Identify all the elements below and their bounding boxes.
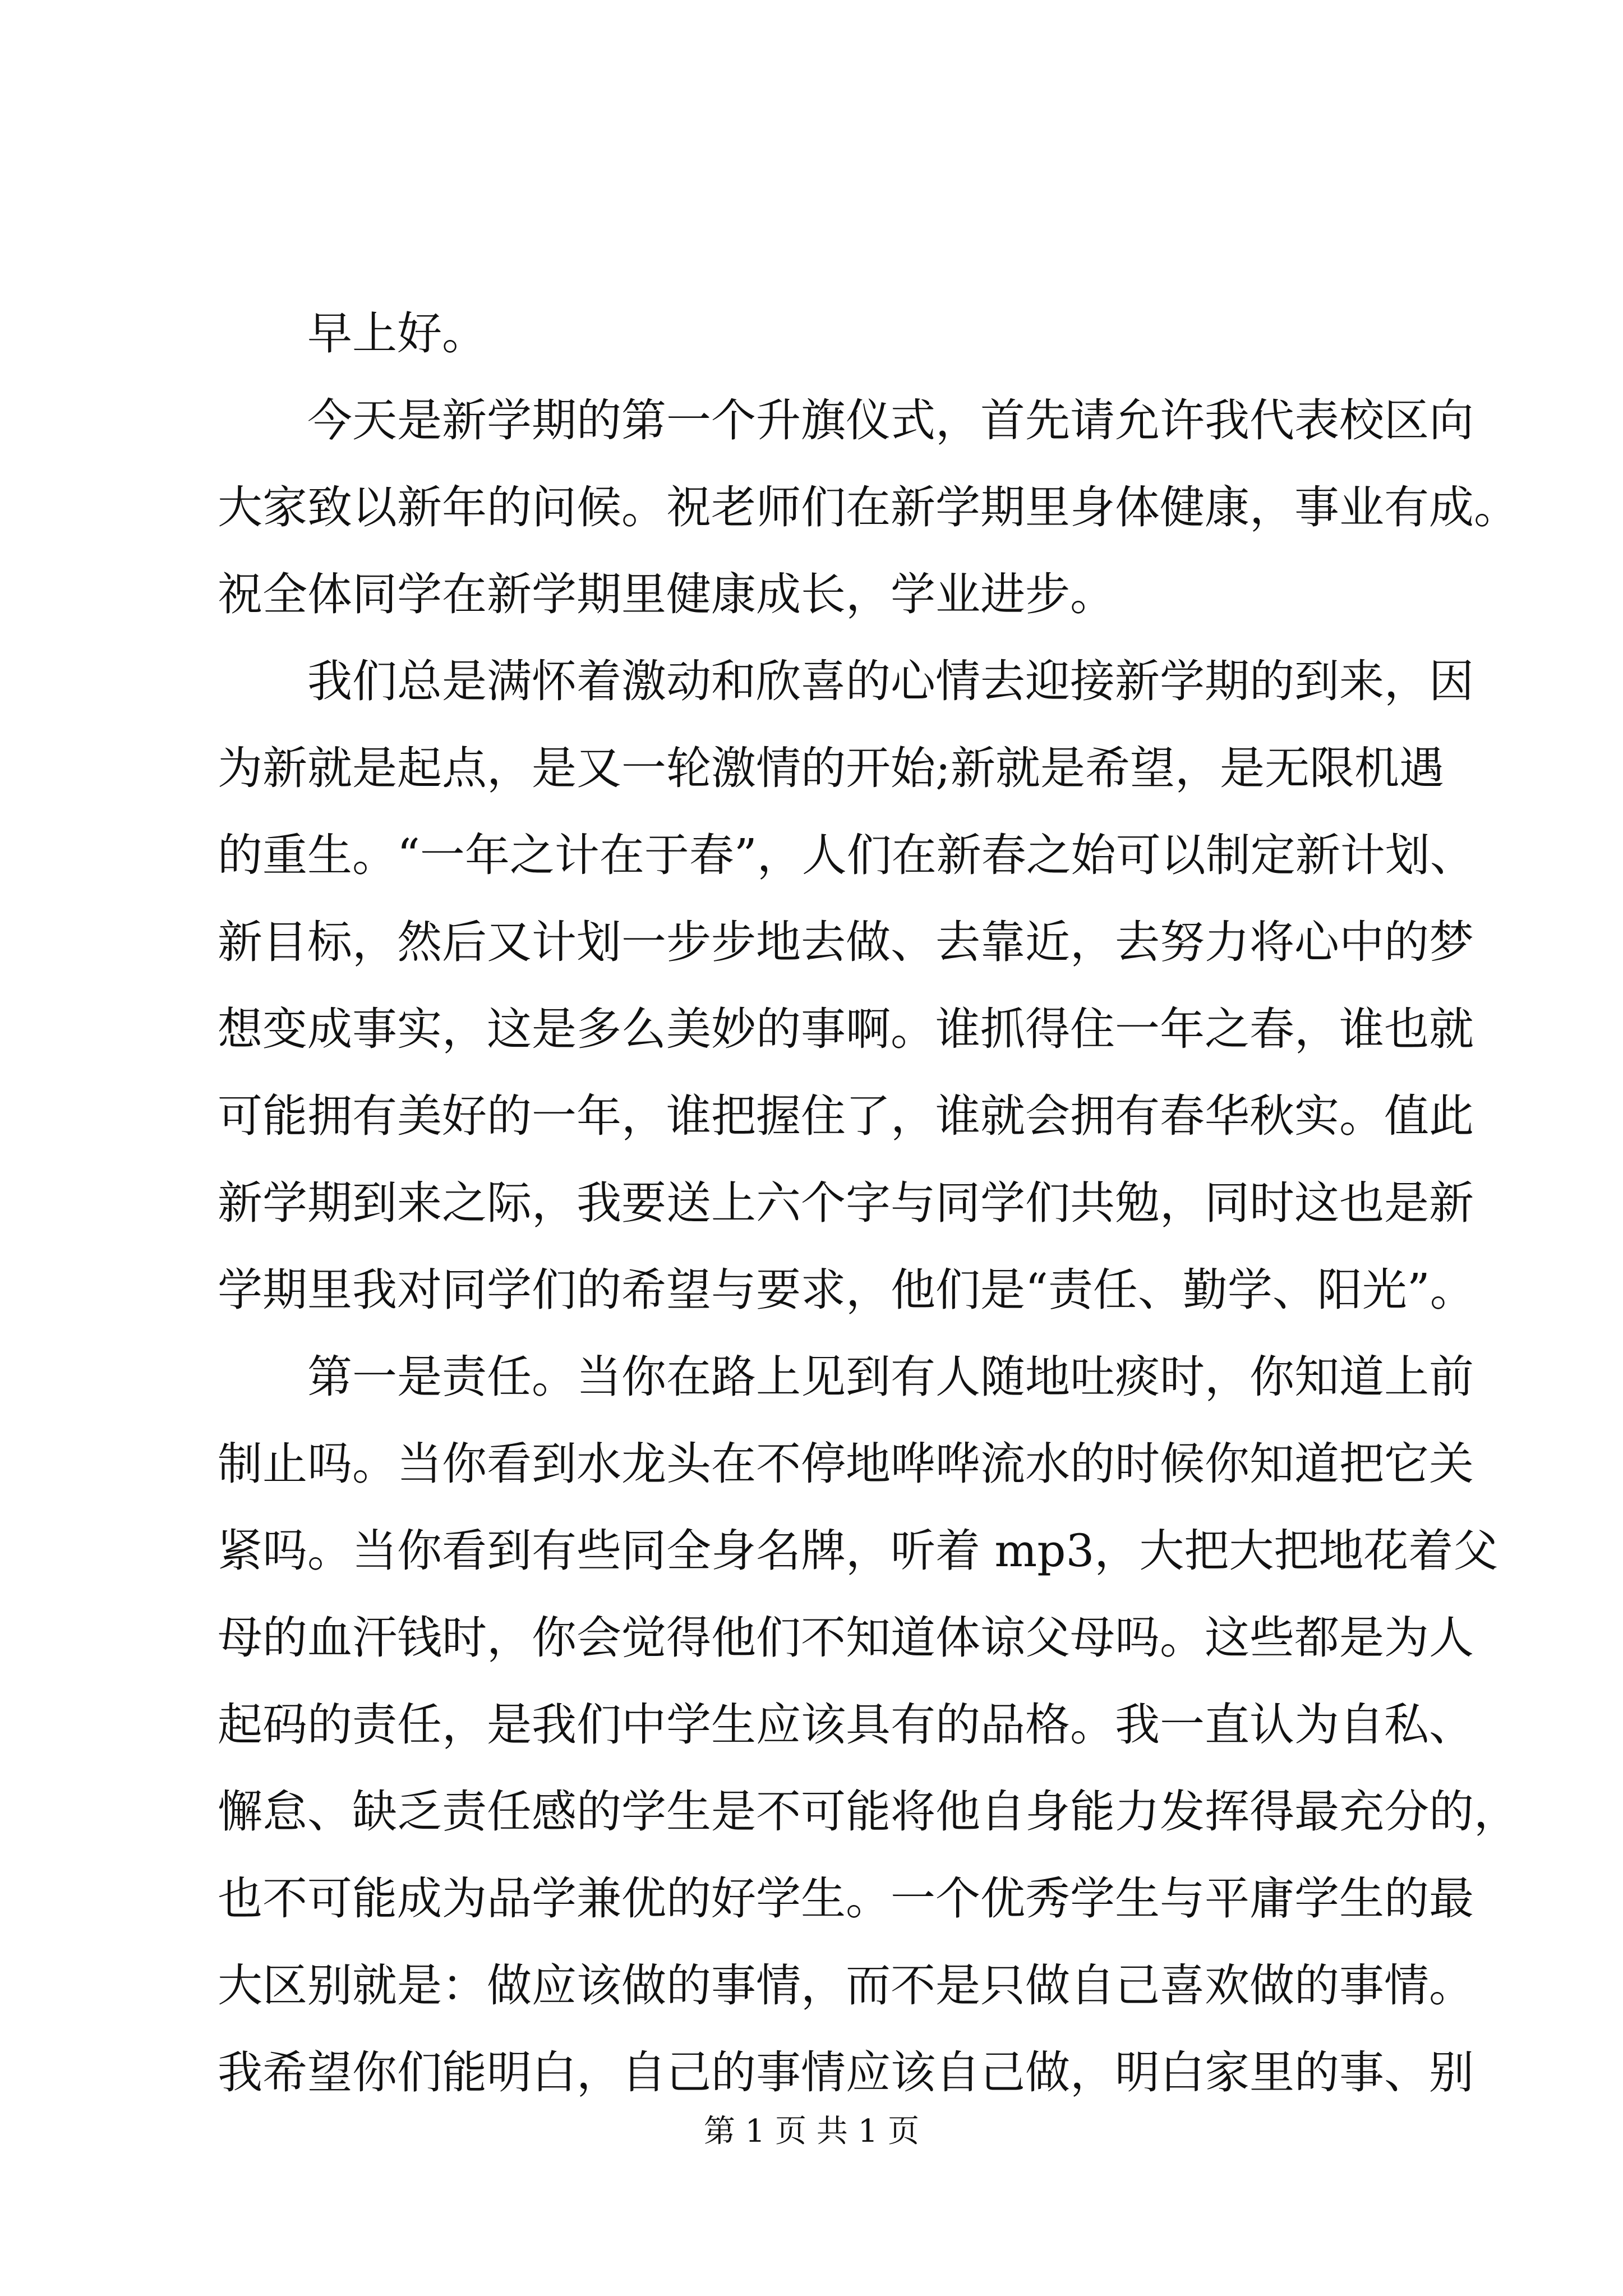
paragraph-2-line-2: 为新就是起点，是又一轮激情的开始;新就是希望，是无限机遇 <box>218 742 1444 794</box>
paragraph-2-line-6: 可能拥有美好的一年，谁把握住了，谁就会拥有春华秋实。值此 <box>218 1090 1474 1142</box>
paragraph-3-line-8: 大区别就是：做应该做的事情，而不是只做自己喜欢做的事情。 <box>218 1959 1474 2012</box>
page-footer: 第 1 页 共 1 页 <box>703 2113 920 2150</box>
paragraph-1-line-3: 祝全体同学在新学期里健康成长，学业进步。 <box>218 568 1115 620</box>
paragraph-3-line-6: 懈怠、缺乏责任感的学生是不可能将他自身能力发挥得最充分的， <box>218 1786 1519 1838</box>
paragraph-3-line-3: 紧吗。当你看到有些同全身名牌，听着 mp3，大把大把地花着父 <box>218 1525 1498 1577</box>
paragraph-3-line-7: 也不可能成为品学兼优的好学生。一个优秀学生与平庸学生的最 <box>218 1872 1474 1925</box>
paragraph-3-line-9: 我希望你们能明白，自己的事情应该自己做，明白家里的事、别 <box>218 2046 1474 2099</box>
paragraph-2-line-7: 新学期到来之际，我要送上六个字与同学们共勉，同时这也是新 <box>218 1177 1474 1229</box>
paragraph-2-line-5: 想变成事实，这是多么美妙的事啊。谁抓得住一年之春，谁也就 <box>218 1003 1474 1055</box>
paragraph-2-line-8: 学期里我对同学们的希望与要求，他们是“责任、勤学、阳光”。 <box>218 1264 1475 1316</box>
paragraph-3-line-5: 起码的责任，是我们中学生应该具有的品格。我一直认为自私、 <box>218 1699 1474 1751</box>
paragraph-3-line-2: 制止吗。当你看到水龙头在不停地哗哗流水的时候你知道把它关 <box>218 1438 1474 1490</box>
paragraph-1-line-2: 大家致以新年的问候。祝老师们在新学期里身体健康，事业有成。 <box>218 481 1519 533</box>
paragraph-3-line-4: 母的血汗钱时，你会觉得他们不知道体谅父母吗。这些都是为人 <box>218 1612 1474 1664</box>
paragraph-greeting: 早上好。 <box>307 307 487 360</box>
paragraph-1-line-1: 今天是新学期的第一个升旗仪式，首先请允许我代表校区向 <box>307 394 1474 447</box>
paragraph-2-line-4: 新目标，然后又计划一步步地去做、去靠近，去努力将心中的梦 <box>218 916 1474 968</box>
paragraph-2-line-1: 我们总是满怀着激动和欣喜的心情去迎接新学期的到来，因 <box>307 655 1474 707</box>
paragraph-3-line-1: 第一是责任。当你在路上见到有人随地吐痰时，你知道上前 <box>307 1351 1474 1403</box>
paragraph-2-line-3: 的重生。“一年之计在于春”，人们在新春之始可以制定新计划、 <box>218 829 1475 881</box>
